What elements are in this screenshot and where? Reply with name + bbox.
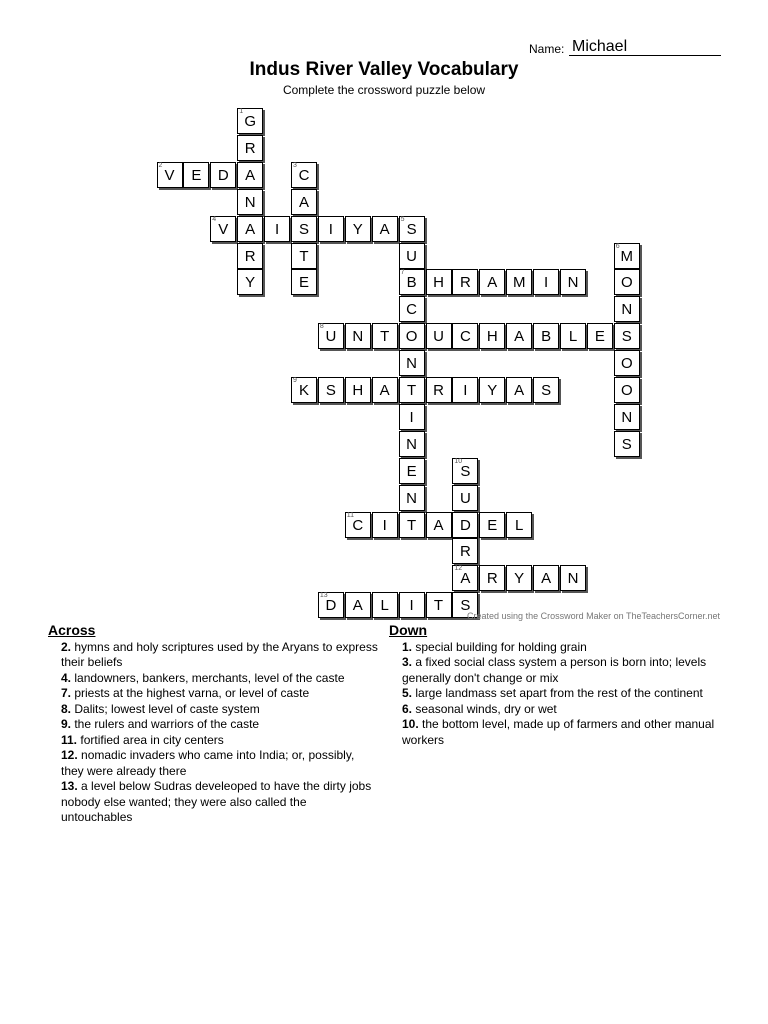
cell-letter: D (325, 597, 337, 615)
cell-number: 1 (239, 108, 244, 115)
cell-letter: S (460, 597, 471, 615)
clue-text: a fixed social class system a person is born into; levels generally don't change or mix (402, 655, 707, 685)
clue-number: 4. (61, 670, 72, 685)
crossword-cell[interactable] (291, 162, 317, 188)
crossword-cell[interactable] (237, 243, 263, 269)
cell-letter: R (244, 247, 256, 265)
cell-letter: T (407, 516, 417, 534)
crossword-cell[interactable] (452, 458, 478, 484)
crossword-cell[interactable] (614, 350, 640, 376)
cell-letter: A (379, 220, 390, 238)
down-clues (389, 623, 719, 748)
cell-letter: U (406, 247, 418, 265)
crossword-cell[interactable] (237, 135, 263, 161)
clue-number: 2. (61, 639, 72, 654)
cell-letter: S (460, 462, 471, 480)
cell-letter: B (541, 328, 552, 346)
name-field[interactable]: Michael (569, 38, 721, 56)
crossword-cell[interactable] (614, 431, 640, 457)
cell-number: 5 (400, 215, 405, 223)
cell-number: 6 (615, 242, 620, 250)
cell-letter: A (514, 382, 525, 399)
crossword-cell[interactable] (399, 404, 425, 430)
across-heading: Across (48, 622, 96, 638)
crossword-cell[interactable] (237, 269, 263, 295)
cell-letter: S (298, 220, 309, 238)
crossword-cell[interactable] (560, 323, 586, 349)
clue-item (389, 686, 719, 702)
crossword-cell[interactable] (506, 565, 532, 591)
crossword-cell[interactable] (506, 269, 532, 295)
crossword-cell[interactable] (183, 162, 209, 188)
clue-number: 1. (402, 639, 413, 654)
crossword-cell[interactable] (372, 512, 398, 538)
cell-letter: D (459, 516, 471, 534)
clue-number: 3. (402, 655, 413, 669)
clue-text: fortified area in city centers (77, 732, 224, 747)
cell-letter: R (433, 382, 444, 399)
cell-letter: Y (245, 274, 256, 292)
clue-item (48, 702, 378, 718)
cell-letter: E (298, 274, 309, 292)
crossword-cell[interactable] (452, 269, 478, 295)
cell-letter: U (325, 328, 337, 346)
crossword-cell[interactable] (426, 323, 452, 349)
crossword-cell[interactable] (399, 216, 425, 242)
clue-item (48, 779, 378, 826)
cell-letter: E (594, 328, 605, 346)
cell-letter: N (567, 570, 579, 588)
clue-text: priests at the highest varna, or level of caste (71, 686, 310, 700)
cell-letter: N (406, 435, 418, 453)
cell-letter: C (298, 166, 310, 184)
cell-letter: E (487, 516, 498, 534)
cell-letter: K (298, 382, 309, 399)
cell-number: 11 (346, 511, 355, 519)
cell-letter: I (382, 516, 387, 534)
crossword-cell[interactable] (399, 592, 425, 618)
crossword-cell[interactable] (345, 512, 371, 538)
cell-letter: I (409, 408, 414, 426)
crossword-cell[interactable] (318, 323, 344, 349)
clue-number: 9. (61, 717, 72, 731)
crossword-cell[interactable] (264, 216, 290, 242)
cell-number: 7 (400, 269, 405, 277)
cell-letter: N (352, 328, 364, 346)
crossword-cell[interactable] (157, 162, 183, 188)
cell-letter: B (406, 274, 417, 292)
cell-letter: N (621, 408, 633, 426)
cell-letter: N (621, 301, 633, 319)
crossword-cell[interactable] (614, 296, 640, 322)
crossword-cell[interactable] (372, 592, 398, 618)
crossword-cell[interactable] (237, 216, 263, 242)
crossword-cell[interactable] (399, 431, 425, 457)
cell-letter: R (244, 139, 256, 157)
clue-text: special building for holding grain (412, 639, 587, 654)
cell-number: 4 (212, 215, 217, 223)
clue-text: the rulers and warriors of the caste (71, 717, 260, 731)
cell-letter: Y (514, 570, 525, 588)
crossword-cell[interactable] (452, 512, 478, 538)
clue-number: 11. (61, 732, 78, 747)
crossword-cell[interactable] (614, 377, 640, 403)
cell-letter: V (164, 166, 175, 184)
crossword-cell[interactable] (426, 377, 452, 403)
cell-letter: C (406, 301, 418, 319)
crossword-cell[interactable] (452, 377, 478, 403)
crossword-cell[interactable] (452, 323, 478, 349)
cell-letter: U (459, 489, 471, 507)
cell-number: 8 (319, 323, 324, 331)
cell-letter: H (486, 328, 498, 346)
cell-letter: G (244, 113, 257, 130)
cell-letter: A (433, 516, 444, 534)
clue-item (389, 702, 719, 718)
cell-letter: O (620, 355, 633, 373)
crossword-cell[interactable] (506, 323, 532, 349)
crossword-cell[interactable] (533, 269, 559, 295)
clue-text: a level below Sudras develeoped to have the dirty jobs nobody else wanted; they were also called the untouchables (61, 779, 372, 824)
cell-letter: M (620, 247, 634, 265)
cell-letter: M (512, 274, 526, 292)
cell-letter: A (514, 328, 525, 346)
clue-item (389, 717, 719, 748)
crossword-cell[interactable] (399, 485, 425, 511)
crossword-cell[interactable] (399, 377, 425, 403)
clue-item (48, 640, 378, 671)
cell-letter: Y (352, 220, 363, 238)
clue-number: 5. (402, 686, 413, 700)
cell-letter: N (244, 193, 256, 211)
cell-letter: T (407, 382, 417, 399)
across-clues (48, 623, 378, 826)
crossword-cell[interactable] (372, 216, 398, 242)
cell-letter: A (352, 597, 363, 615)
crossword-cell[interactable] (291, 189, 317, 215)
cell-letter: Y (487, 382, 498, 399)
crossword-cell[interactable] (560, 269, 586, 295)
cell-letter: R (486, 570, 498, 588)
clue-number: 12. (61, 748, 78, 762)
crossword-cell[interactable] (479, 323, 505, 349)
cell-letter: S (621, 435, 632, 453)
cell-letter: H (352, 382, 364, 399)
cell-letter: I (463, 382, 468, 399)
crossword-cell[interactable] (452, 485, 478, 511)
clue-item (48, 733, 378, 749)
clue-number: 7. (61, 686, 72, 700)
cell-number: 9 (293, 377, 297, 384)
crossword-cell[interactable] (614, 243, 640, 269)
clue-text: large landmass set apart from the rest of the continent (412, 686, 703, 700)
cell-letter: H (433, 274, 444, 292)
crossword-cell[interactable] (533, 565, 559, 591)
cell-letter: C (352, 516, 364, 534)
cell-letter: O (405, 328, 418, 346)
crossword-cell[interactable] (479, 565, 505, 591)
cell-letter: N (567, 274, 579, 292)
cell-letter: O (620, 274, 633, 292)
crossword-cell[interactable] (399, 296, 425, 322)
clue-item (48, 748, 378, 779)
crossword-cell[interactable] (291, 377, 317, 403)
cell-letter: S (406, 220, 417, 238)
cell-letter: R (459, 274, 471, 292)
clue-text: nomadic invaders who came into India; or, possibly, they were already there (61, 748, 355, 778)
cell-letter: S (325, 382, 336, 399)
cell-letter: N (406, 355, 418, 373)
cell-letter: C (459, 328, 471, 346)
cell-letter: T (380, 328, 390, 346)
clue-number: 6. (402, 701, 413, 716)
clue-item (389, 655, 719, 686)
crossword-cell[interactable] (237, 108, 263, 134)
crossword-cell[interactable] (345, 592, 371, 618)
crossword-cell[interactable] (372, 377, 398, 403)
crossword-cell[interactable] (399, 269, 425, 295)
crossword-cell[interactable] (533, 323, 559, 349)
crossword-cell[interactable] (533, 377, 559, 403)
crossword-cell[interactable] (345, 377, 371, 403)
cell-letter: A (245, 220, 256, 238)
clue-number: 8. (61, 701, 72, 716)
crossword-cell[interactable] (318, 377, 344, 403)
cell-letter: L (380, 597, 389, 615)
crossword-cell[interactable] (372, 323, 398, 349)
credit-line: Created using the Crossword Maker on TheTeachersCorner.net (467, 611, 720, 621)
down-heading: Down (389, 622, 428, 638)
clue-number: 13. (61, 779, 78, 793)
crossword-cell[interactable] (210, 162, 236, 188)
crossword-cell[interactable] (237, 189, 263, 215)
crossword-cell[interactable] (237, 162, 263, 188)
crossword-cell[interactable] (587, 323, 613, 349)
crossword-cell[interactable] (210, 216, 236, 242)
page-subtitle: Complete the crossword puzzle below (282, 83, 486, 97)
crossword-cell[interactable] (318, 592, 344, 618)
clue-text: the bottom level, made up of farmers and other manual workers (402, 717, 715, 747)
cell-letter: L (568, 328, 578, 346)
cell-number: 12 (454, 565, 463, 573)
cell-letter: E (406, 462, 417, 480)
cell-letter: L (515, 516, 524, 534)
cell-letter: A (460, 570, 471, 588)
crossword-cell[interactable] (399, 323, 425, 349)
cell-letter: V (218, 220, 229, 238)
cell-letter: A (298, 193, 309, 211)
crossword-cell[interactable] (614, 269, 640, 295)
crossword-cell[interactable] (506, 512, 532, 538)
crossword-cell[interactable] (426, 512, 452, 538)
crossword-cell[interactable] (399, 512, 425, 538)
cell-letter: S (621, 328, 632, 346)
cell-letter: T (299, 247, 309, 265)
crossword-cell[interactable] (399, 243, 425, 269)
cell-letter: A (245, 166, 256, 184)
crossword-cell[interactable] (345, 323, 371, 349)
crossword-cell[interactable] (426, 592, 452, 618)
cell-letter: I (544, 274, 549, 292)
crossword-cell[interactable] (506, 377, 532, 403)
crossword-cell[interactable] (614, 404, 640, 430)
cell-number: 2 (158, 161, 163, 169)
cell-letter: O (620, 382, 633, 399)
cell-letter: A (379, 382, 390, 399)
cell-number: 13 (319, 592, 328, 600)
crossword-cell[interactable] (399, 458, 425, 484)
clue-text: seasonal winds, dry or wet (412, 701, 557, 716)
cell-letter: N (406, 489, 418, 507)
cell-letter: S (541, 382, 552, 399)
crossword-cell[interactable] (291, 216, 317, 242)
cell-letter: U (433, 328, 444, 346)
cell-letter: A (541, 570, 552, 588)
cell-letter: E (191, 166, 202, 184)
cell-number: 3 (293, 161, 297, 169)
crossword-cell[interactable] (560, 565, 586, 591)
cell-number: 10 (454, 457, 463, 465)
crossword-cell[interactable] (345, 216, 371, 242)
cell-letter: A (487, 274, 498, 292)
clue-item (48, 717, 378, 733)
cell-letter: D (217, 166, 229, 184)
clue-text: Dalits; lowest level of caste system (71, 701, 260, 716)
cell-letter: R (459, 543, 471, 561)
crossword-cell[interactable] (318, 216, 344, 242)
cell-letter: I (275, 220, 280, 238)
cell-letter: I (409, 597, 414, 615)
clue-item (48, 671, 378, 687)
crossword-cell[interactable] (614, 323, 640, 349)
crossword-cell[interactable] (452, 538, 478, 564)
clue-text: landowners, bankers, merchants, level of the caste (71, 670, 345, 685)
clue-number: 10. (402, 717, 419, 731)
crossword-cell[interactable] (452, 565, 478, 591)
clue-item (48, 686, 378, 702)
clue-item (389, 640, 719, 656)
name-label: Name: (529, 42, 565, 56)
cell-letter: T (433, 597, 444, 615)
crossword-cell[interactable] (479, 512, 505, 538)
crossword-cell[interactable] (479, 269, 505, 295)
crossword-cell[interactable] (479, 377, 505, 403)
crossword-cell[interactable] (399, 350, 425, 376)
crossword-cell[interactable] (291, 243, 317, 269)
crossword-cell[interactable] (291, 269, 317, 295)
page-title: Indus River Valley Vocabulary (249, 59, 519, 80)
clue-text: hymns and holy scriptures used by the Aryans to express their beliefs (61, 639, 378, 669)
cell-letter: I (328, 220, 333, 238)
crossword-cell[interactable] (426, 269, 452, 295)
